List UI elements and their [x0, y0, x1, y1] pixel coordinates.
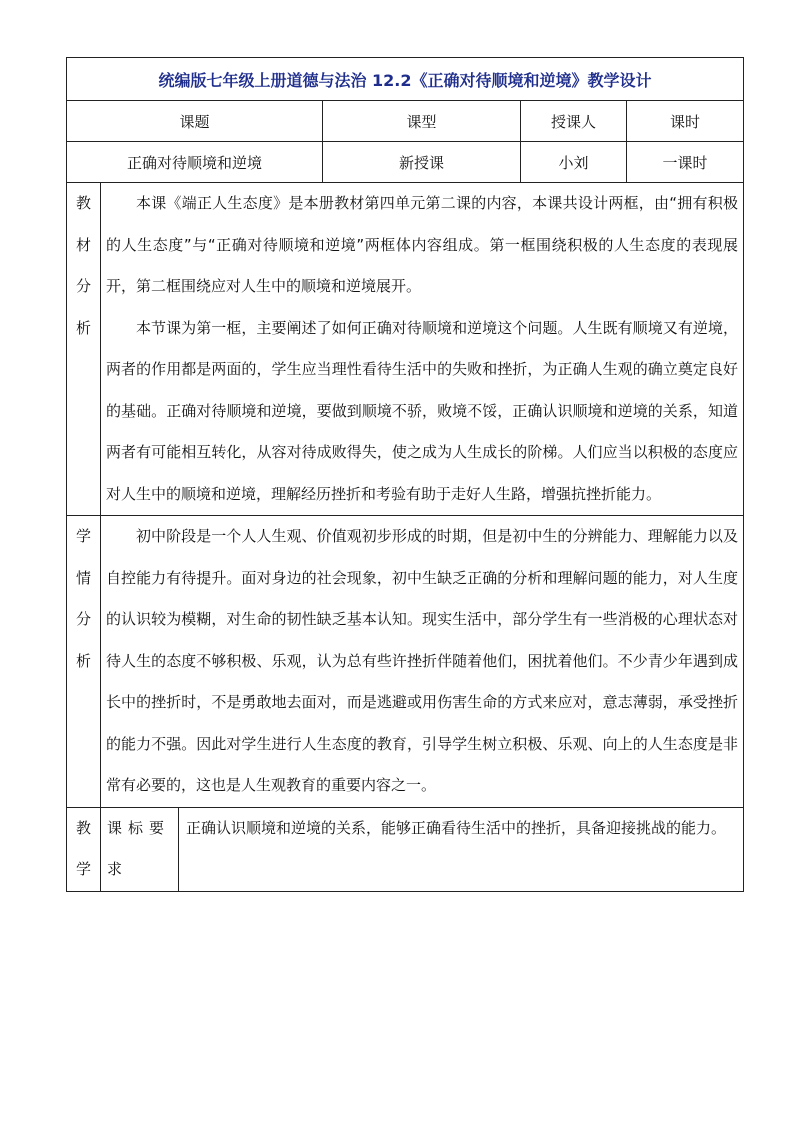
- material-analysis-content: [101, 183, 744, 516]
- lesson-teacher: 小刘: [521, 142, 627, 183]
- document-title: 统编版七年级上册道德与法治 12.2《正确对待顺境和逆境》教学设计: [67, 58, 744, 101]
- material-paragraph: 本节课为第一框，主要阐述了如何正确对待顺境和逆境这个问题。人生既有顺境又有逆境，两者的作用都是两面的，学生应当理性看待生活中的失败和挫折，为正确人生观的确立奠定良好的基础。正确对待顺境和逆境，要做到顺境不骄，败境不馁，正确认识顺境和逆境的关系，知道两者有可能相互转化，从容对待成败得失，使之成为人生成长的阶梯。人们应当以积极的态度应对人生中的顺境和逆境，理解经历挫折和考验有助于走好人生路，增强抗挫折能力。: [106, 318, 738, 503]
- lesson-topic: 正确对待顺境和逆境: [67, 142, 323, 183]
- teaching-row: [67, 807, 744, 891]
- lesson-type: 新授课: [323, 142, 521, 183]
- info-row: [67, 142, 744, 183]
- student-analysis-content: [101, 516, 744, 808]
- header-type: 课型: [323, 101, 521, 142]
- curriculum-requirement-text: 正确认识顺境和逆境的关系，能够正确看待生活中的挫折，具备迎接挑战的能力。: [179, 807, 744, 891]
- lesson-hours: 一课时: [627, 142, 744, 183]
- student-analysis-label: 学 情 分 析: [67, 516, 101, 808]
- teaching-label: 教 学: [67, 807, 101, 891]
- header-hours: 课时: [627, 101, 744, 142]
- header-topic: 课题: [67, 101, 323, 142]
- material-analysis-label: 教 材 分 析: [67, 183, 101, 516]
- student-paragraph: 初中阶段是一个人人生观、价值观初步形成的时期，但是初中生的分辨能力、理解能力以及自控能力有待提升。面对身边的社会现象，初中生缺乏正确的分析和理解问题的能力，对人生度的认识较为模糊，对生命的韧性缺乏基本认知。现实生活中，部分学生有一些消极的心理状态对待人生的态度不够积极、乐观，认为总有些许挫折伴随着他们，困扰着他们。不少青少年遇到成长中的挫折时，不是勇敢地去面对，而是逃避或用伤害生命的方式来应对，意志薄弱，承受挫折的能力不强。因此对学生进行人生态度的教育，引导学生树立积极、乐观、向上的人生态度是非常有必要的，这也是人生观教育的重要内容之一。: [106, 527, 738, 794]
- material-analysis-row: [67, 183, 744, 516]
- lesson-plan-table: [66, 57, 744, 892]
- header-row: [67, 101, 744, 142]
- material-paragraph: 本课《端正人生态度》是本册教材第四单元第二课的内容，本课共设计两框，由“拥有积极的人生态度”与“正确对待顺境和逆境”两框体内容组成。第一框围绕积极的人生态度的表现展开，第二框围绕应对人生中的顺境和逆境展开。: [106, 194, 738, 295]
- header-teacher: 授课人: [521, 101, 627, 142]
- curriculum-requirement-label: 课标要求: [101, 807, 179, 891]
- student-analysis-row: [67, 516, 744, 808]
